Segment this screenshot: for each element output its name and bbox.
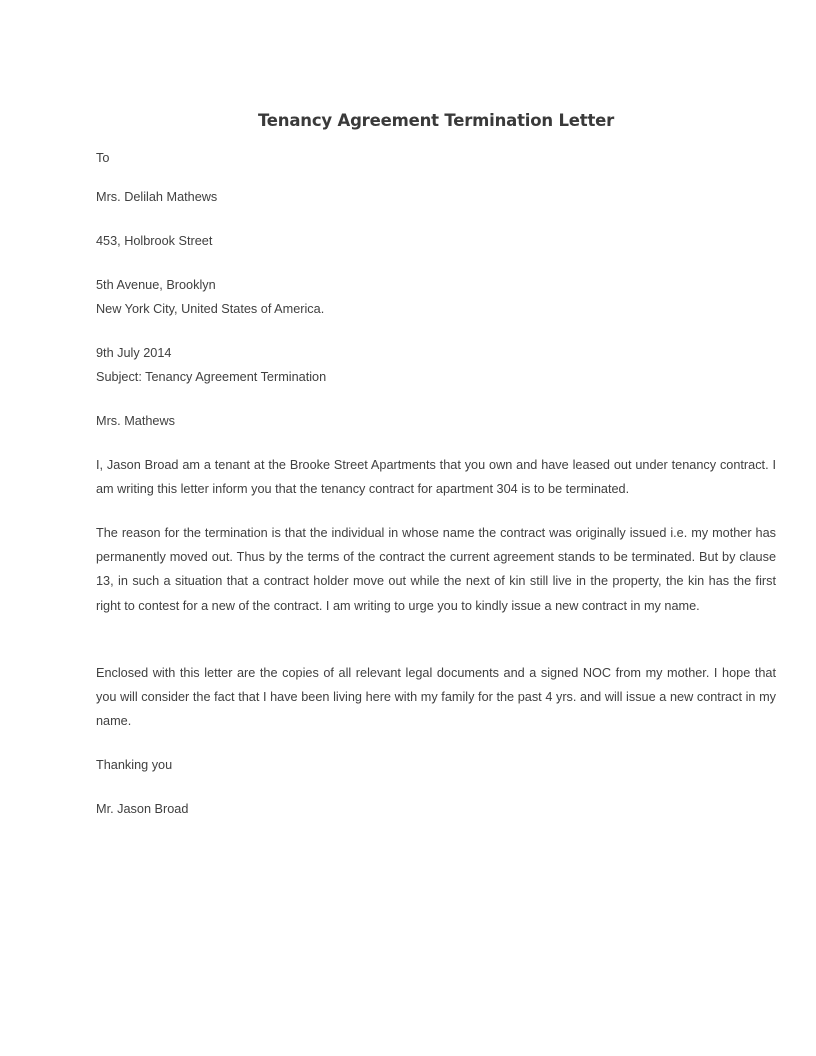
letter-date: 9th July 2014 <box>96 346 172 360</box>
body-paragraph-2: The reason for the termination is that the individual in whose name the contract was originally issued i.e. my mother has permanently moved out. Thus by the terms of the contract the current agreement stands to be terminated. But by clause 13, in such a situation that a contract holder move out while the next of kin still live in the property, the kin has the first right to contest for a new of the contract. I am writing to urge you to kindly issue a new contract in my name. <box>96 526 776 613</box>
address-line-2: 5th Avenue, Brooklyn <box>96 278 216 292</box>
letter-subject: Subject: Tenancy Agreement Termination <box>96 370 327 384</box>
recipient-name: Mrs. Delilah Mathews <box>96 190 218 204</box>
closing: Thanking you <box>96 758 173 772</box>
address-line-1: 453, Holbrook Street <box>96 234 213 248</box>
letter-title: Tenancy Agreement Termination Letter <box>257 111 615 130</box>
address-line-3: New York City, United States of America. <box>96 302 325 316</box>
signature: Mr. Jason Broad <box>96 802 189 816</box>
to-label: To <box>96 151 110 165</box>
salutation: Mrs. Mathews <box>96 414 175 428</box>
body-paragraph-3: Enclosed with this letter are the copies of all relevant legal documents and a signed NOC from my mother. I hope that you will consider the fact that I have been living here with my family for the past 4 yrs. and will issue a new contract in my name. <box>96 666 776 729</box>
body-paragraph-1: I, Jason Broad am a tenant at the Brooke Street Apartments that you own and have leased out under tenancy contract. I am writing this letter inform you that the tenancy contract for apartment 304 is to be terminated. <box>96 458 776 497</box>
